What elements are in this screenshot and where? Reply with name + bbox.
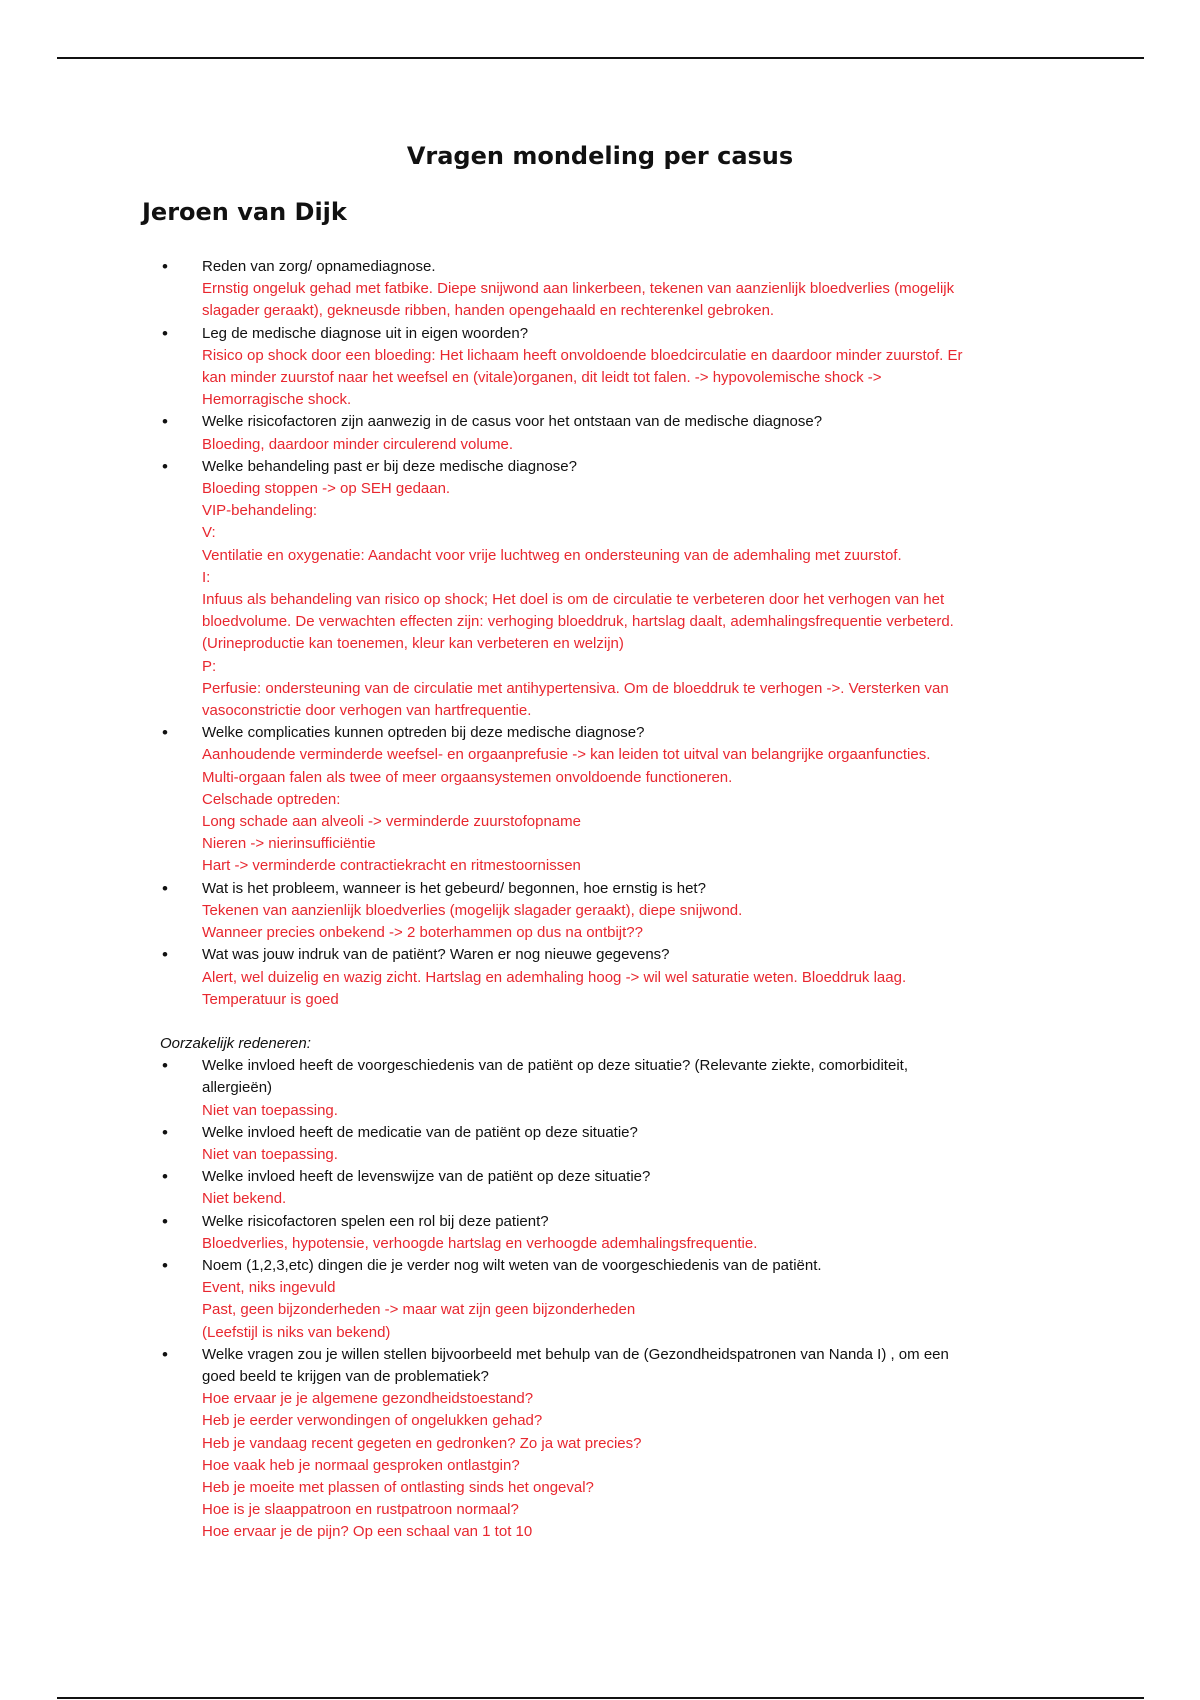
question-text: • Welke invloed heeft de medicatie van de patiënt op deze situatie? xyxy=(202,1123,638,1141)
answer-line: (Leefstijl is niks van bekend) xyxy=(202,1323,391,1341)
answer-line: Niet van toepassing. xyxy=(202,1145,338,1163)
question-text: • Noem (1,2,3,etc) dingen die je verder nog wilt weten van de voorgeschiedenis van de patiënt. xyxy=(202,1256,822,1274)
answer-line: Temperatuur is goed xyxy=(202,990,339,1008)
question-item xyxy=(160,323,1060,412)
question-item xyxy=(160,1055,1060,1122)
question-text: • Wat was jouw indruk van de patiënt? Waren er nog nieuwe gegevens? xyxy=(202,946,670,964)
answer-line: Alert, wel duizelig en wazig zicht. Hartslag en ademhaling hoog -> wil wel saturatie weten. Bloeddruk laag. xyxy=(202,968,907,986)
answer-line: Heb je vandaag recent gegeten en gedronken? Zo ja wat precies? xyxy=(202,1434,642,1452)
document-body xyxy=(160,256,1060,1544)
answer-line: vasoconstrictie door verhogen van hartfrequentie. xyxy=(202,702,532,720)
question-list-1 xyxy=(160,256,1060,1011)
question-list-2 xyxy=(160,1055,1060,1543)
answer-line: Nieren -> nierinsufficiëntie xyxy=(202,835,376,853)
answer-line: Hoe is je slaappatroon en rustpatroon normaal? xyxy=(202,1501,519,1519)
footer-rule xyxy=(57,1697,1144,1699)
question-item xyxy=(160,1255,1060,1344)
answer-line: Risico op shock door een bloeding: Het lichaam heeft onvoldoende bloedcirculatie en daardoor minder zuurstof. Er xyxy=(202,346,963,364)
answer-line: Heb je moeite met plassen of ontlasting sinds het ongeval? xyxy=(202,1478,594,1496)
question-item xyxy=(160,722,1060,877)
answer-line: (Urineproductie kan toenemen, kleur kan verbeteren en welzijn) xyxy=(202,635,624,653)
question-text: • Leg de medische diagnose uit in eigen woorden? xyxy=(202,324,529,342)
question-text: • Wat is het probleem, wanneer is het gebeurd/ begonnen, hoe ernstig is het? xyxy=(202,879,706,897)
section-label: Oorzakelijk redeneren: xyxy=(160,1034,311,1052)
answer-line: Past, geen bijzonderheden -> maar wat zijn geen bijzonderheden xyxy=(202,1301,636,1319)
question-text: • Welke behandeling past er bij deze medische diagnose? xyxy=(202,457,577,475)
question-text: • Welke complicaties kunnen optreden bij deze medische diagnose? xyxy=(202,724,645,742)
answer-line: VIP-behandeling: xyxy=(202,502,318,520)
question-item xyxy=(160,878,1060,945)
question-text: • Welke risicofactoren spelen een rol bij deze patient? xyxy=(202,1212,549,1230)
question-item xyxy=(160,456,1060,722)
answer-line: Hemorragische shock. xyxy=(202,391,352,409)
answer-line: Aanhoudende verminderde weefsel- en orgaanprefusie -> kan leiden tot uitval van belangrijke orgaanfuncties. xyxy=(202,746,931,764)
question-text: • Welke vragen zou je willen stellen bijvoorbeeld met behulp van de (Gezondheidspatronen van Nanda I) , om een xyxy=(202,1345,949,1363)
answer-line: Bloeding stoppen -> op SEH gedaan. xyxy=(202,480,451,498)
question-text: allergieën) xyxy=(202,1079,273,1097)
question-text: • Welke risicofactoren zijn aanwezig in de casus voor het ontstaan van de medische diagnose? xyxy=(202,413,823,431)
answer-line: I: xyxy=(202,568,211,586)
answer-line: Niet van toepassing. xyxy=(202,1101,338,1119)
answer-line: Niet bekend. xyxy=(202,1190,287,1208)
answer-line: Infuus als behandeling van risico op shock; Het doel is om de circulatie te verbeteren door het verhogen van het xyxy=(202,591,945,609)
question-item xyxy=(160,1166,1060,1210)
answer-line: V: xyxy=(202,524,216,542)
answer-line: Hoe vaak heb je normaal gesproken ontlastgin? xyxy=(202,1456,520,1474)
question-text: • Welke invloed heeft de voorgeschiedenis van de patiënt op deze situatie? (Relevante ziekte, comorbiditeit, xyxy=(202,1057,908,1075)
answer-line: Bloeding, daardoor minder circulerend volume. xyxy=(202,435,514,453)
answer-line: bloedvolume. De verwachten effecten zijn: verhoging bloeddruk, hartslag daalt, ademhalingsfrequentie verbeterd. xyxy=(202,613,954,631)
question-text: • Reden van zorg/ opnamediagnose. xyxy=(202,258,436,275)
answer-line: Hart -> verminderde contractiekracht en ritmestoornissen xyxy=(202,857,581,875)
answer-line: Ventilatie en oxygenatie: Aandacht voor vrije luchtweg en ondersteuning van de ademhaling met zuurstof. xyxy=(202,546,902,564)
answer-line: Heb je eerder verwondingen of ongelukken gehad? xyxy=(202,1412,543,1430)
answer-line: Perfusie: ondersteuning van de circulatie met antihypertensiva. Om de bloeddruk te verhogen ->. Versterken van xyxy=(202,679,949,697)
question-item xyxy=(160,944,1060,1011)
patient-name-heading: Jeroen van Dijk xyxy=(142,198,347,226)
answer-line: Ernstig ongeluk gehad met fatbike. Diepe snijwond aan linkerbeen, tekenen van aanzienlijk bloedverlies (mogelijk xyxy=(202,280,955,298)
question-item xyxy=(160,1211,1060,1255)
answer-line: kan minder zuurstof naar het weefsel en (vitale)organen, dit leidt tot falen. -> hypovolemische shock -> xyxy=(202,369,882,387)
answer-line: Bloedverlies, hypotensie, verhoogde hartslag en verhoogde ademhalingsfrequentie. xyxy=(202,1234,758,1252)
question-text: • Welke invloed heeft de levenswijze van de patiënt op deze situatie? xyxy=(202,1168,651,1186)
answer-line: P: xyxy=(202,657,217,675)
answer-line: Long schade aan alveoli -> verminderde zuurstofopname xyxy=(202,813,581,831)
question-text: goed beeld te krijgen van de problematiek? xyxy=(202,1367,489,1385)
document-title: Vragen mondeling per casus xyxy=(406,142,794,170)
question-item xyxy=(160,256,1060,323)
answer-line: Hoe ervaar je de pijn? Op een schaal van 1 tot 10 xyxy=(202,1523,533,1541)
question-item xyxy=(160,411,1060,455)
question-item xyxy=(160,1122,1060,1166)
header-rule xyxy=(57,57,1144,59)
answer-line: slagader geraakt), gekneusde ribben, handen opengehaald en rechterenkel gebroken. xyxy=(202,302,775,320)
answer-line: Event, niks ingevuld xyxy=(202,1279,336,1297)
answer-line: Wanneer precies onbekend -> 2 boterhammen op dus na ontbijt?? xyxy=(202,924,643,942)
answer-line: Celschade optreden: xyxy=(202,790,341,808)
answer-line: Hoe ervaar je je algemene gezondheidstoestand? xyxy=(202,1390,534,1408)
answer-line: Tekenen van aanzienlijk bloedverlies (mogelijk slagader geraakt), diepe snijwond. xyxy=(202,901,743,919)
question-item xyxy=(160,1344,1060,1544)
answer-line: Multi-orgaan falen als twee of meer orgaansystemen onvoldoende functioneren. xyxy=(202,768,733,786)
